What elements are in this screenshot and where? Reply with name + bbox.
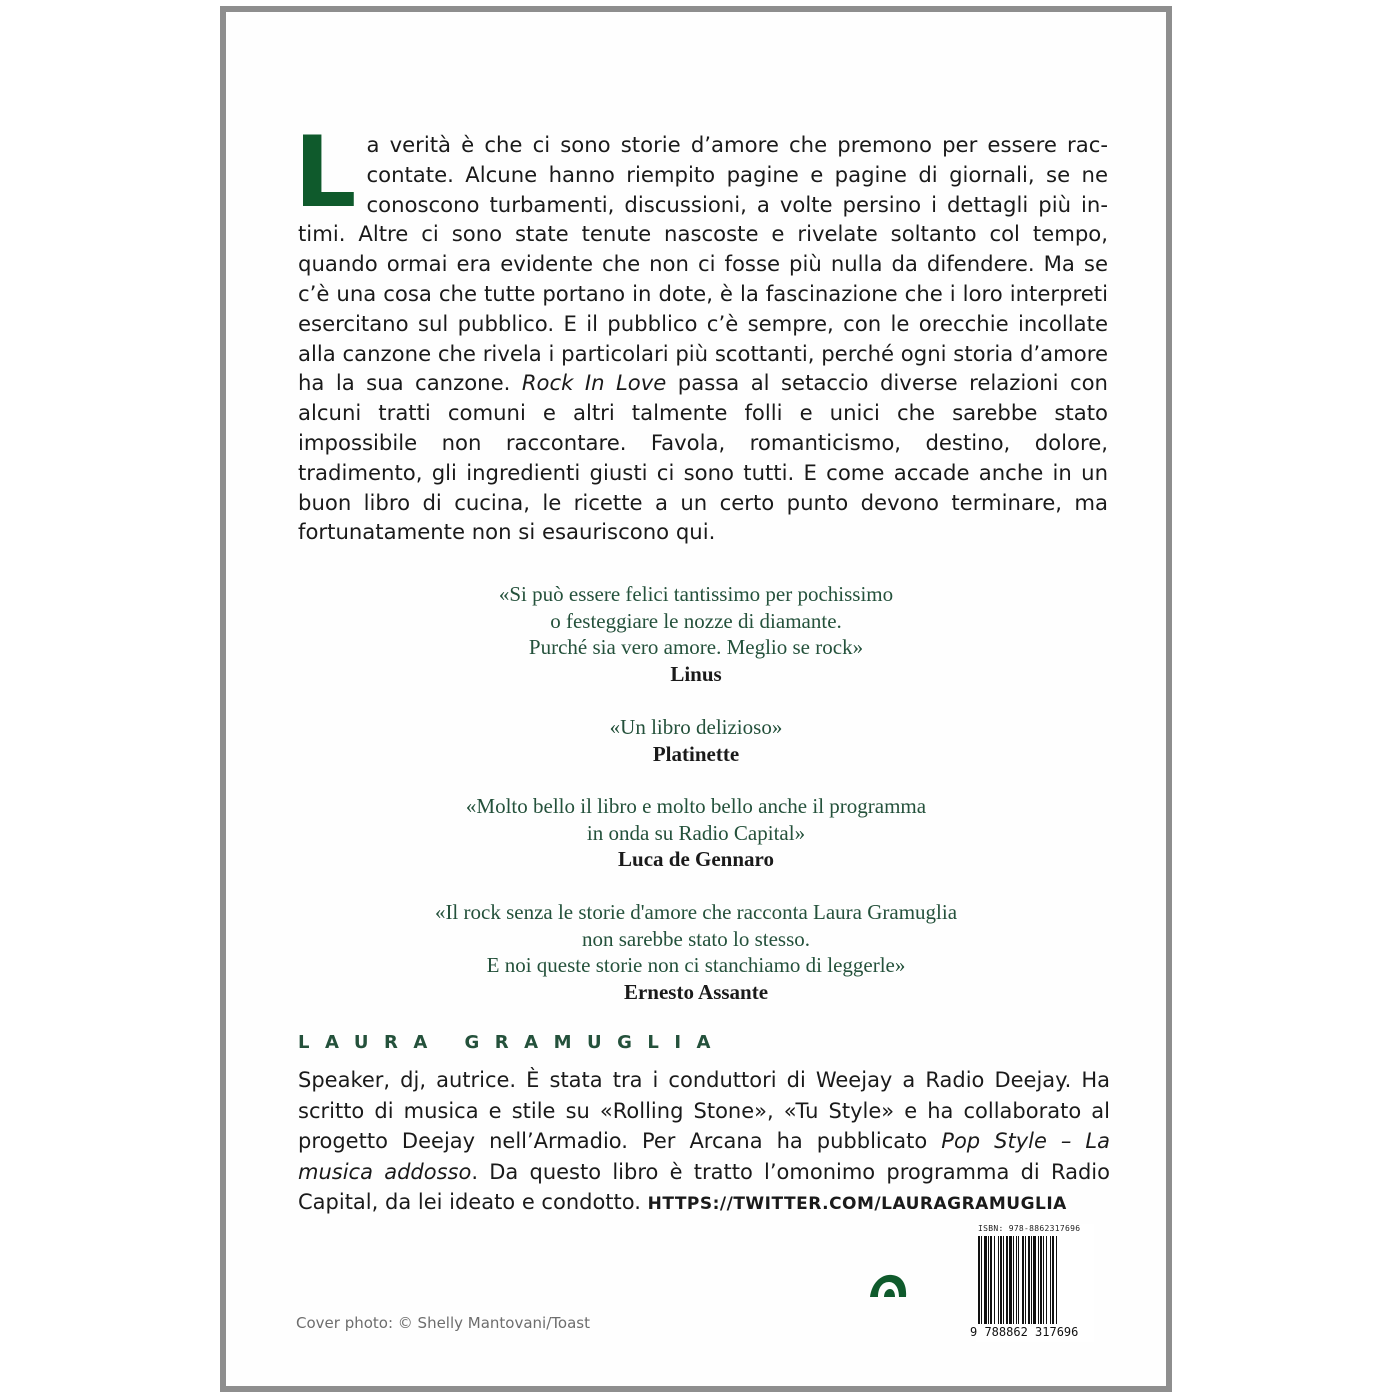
isbn-label: ISBN: 978-8862317696 — [978, 1224, 1081, 1233]
quote-author: Luca de Gennaro — [618, 847, 774, 871]
book-back-cover — [220, 6, 1172, 1392]
quote-author: Ernesto Assante — [623, 979, 769, 1004]
quote-linus — [226, 581, 1166, 688]
author-bio — [298, 1065, 1110, 1220]
quote-text: «Un libro delizioso» — [609, 715, 783, 739]
author-heading: LAURA GRAMUGLIA — [298, 1032, 726, 1053]
publisher-logo-icon — [866, 1270, 910, 1300]
book-title: Rock In Love — [521, 370, 667, 396]
bio-text-start: Speaker, dj, autrice. È stata tra i conduttori di Weejay a Radio Deejay. Ha scritto di musica e stile su «Rolling Stone», «Tu Style» e ha collaborato al progetto Deejay nell’Armadio. Per Arcana ha pubblicato — [298, 1068, 1110, 1153]
quote-text: «Si può essere felici tantissimo per pochissimo o festeggiare le nozze di diamante. Purché sia vero amore. Meglio se rock» — [498, 582, 894, 659]
isbn-number: 9 788862 317696 — [970, 1325, 1079, 1339]
twitter-link[interactable]: HTTPS://TWITTER.COM/LAURAGRAMUGLIA — [647, 1194, 1067, 1214]
photo-credit: Cover photo: © Shelly Mantovani/Toast — [296, 1314, 590, 1332]
barcode-bars-icon — [976, 1236, 1094, 1332]
quote-author: Linus — [670, 661, 722, 686]
quote-ernesto-assante — [226, 899, 1166, 1006]
previous-book-title: Pop Style – La musica addosso — [298, 1129, 1110, 1184]
quote-text: «Il rock senza le storie d'amore che racconta Laura Gramuglia non sarebbe stato lo stesso. E noi queste storie non ci stanchiamo di leggerle» — [434, 900, 958, 977]
quote-platinette — [226, 714, 1166, 768]
quote-author: Platinette — [652, 741, 740, 766]
drop-cap-letter: L — [294, 116, 357, 230]
blurb-text-start: a verità è che ci sono storie d’amore che premono per essere raccontate. Alcune hanno riempito pagine e pagine di giornali, se ne conoscono turbamenti, discussioni, a volte persino i dettagli più intimi. Altre ci sono state tenute nascoste e rivelate soltanto col tempo, quando ormai era evidente che non ci fosse più nulla da difendere. Ma se c’è una cosa che tutte portano in dote, è la fascinazione che i loro interpreti esercitano sul pubblico. E il pubblico c’è sempre, con le orecchie incollate alla canzone che rivela i particolari più scottanti, perché ogni storia d’amore ha la sua canzone. — [298, 132, 1108, 396]
quote-luca-de-gennaro — [226, 793, 1166, 873]
isbn-barcode — [970, 1224, 1094, 1342]
bio-text-end: . Da questo libro è tratto l’omonimo programma di Radio Capital, da lei ideato e condotto. — [298, 1159, 1110, 1214]
blurb-paragraph — [294, 116, 1108, 547]
blurb-text-end: passa al setaccio diverse relazioni con alcuni tratti comuni e altri talmente folli e unici che sarebbe stato impossibile non raccontare. Favola, romanticismo, destino, dolore, tradimento, gli ingredienti giusti ci sono tutti. E come accade anche in un buon libro di cucina, le ricette a un certo punto devono terminare, ma fortunatamente non si esauriscono qui. — [298, 370, 1108, 545]
quote-text: «Molto bello il libro e molto bello anche il programma in onda su Radio Capital» — [465, 794, 927, 845]
